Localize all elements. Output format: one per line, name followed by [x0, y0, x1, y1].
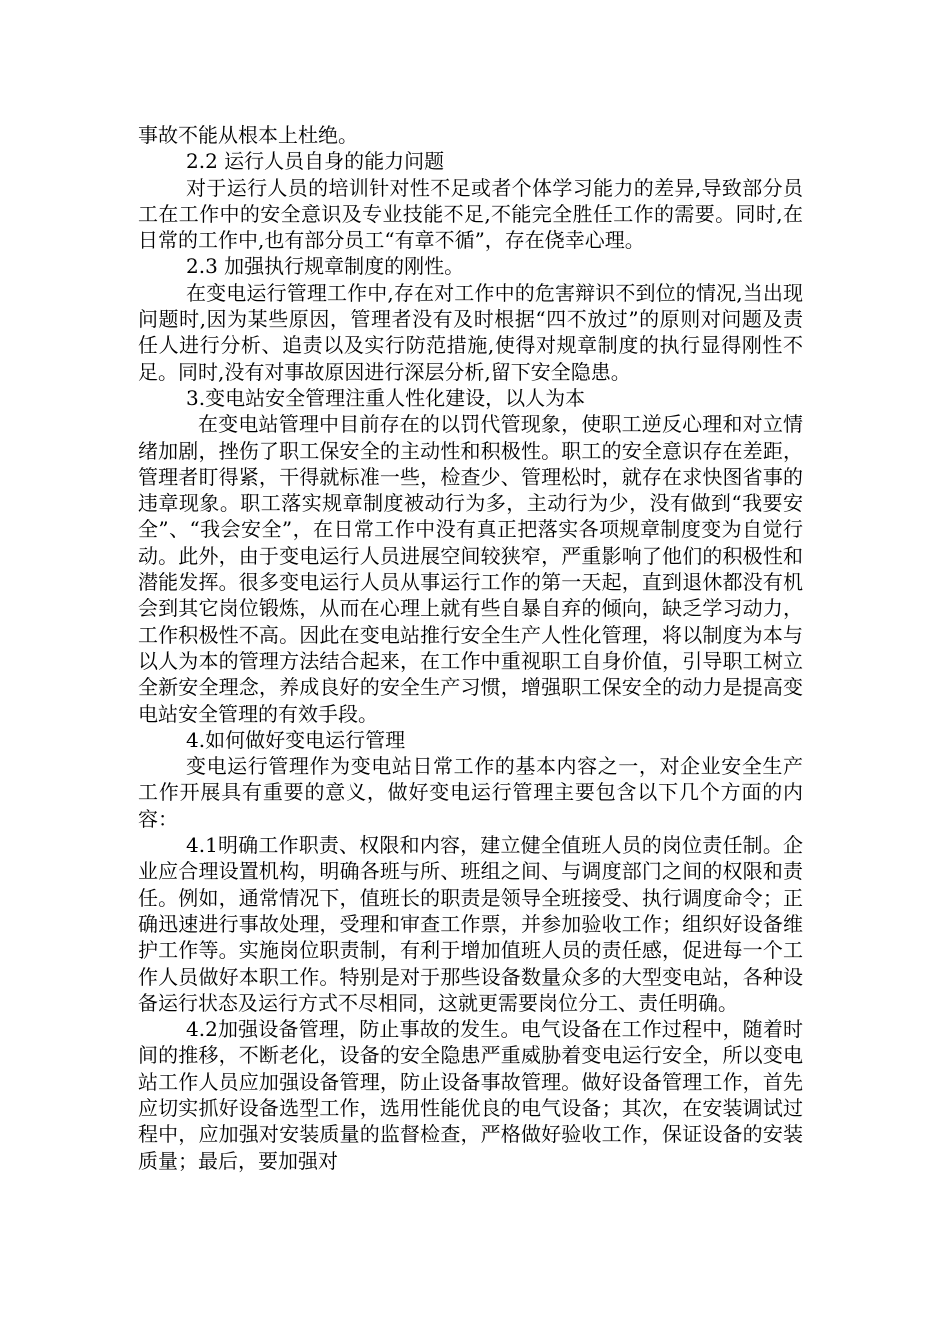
paragraph-4-2: 4.2加强设备管理，防止事故的发生。电气设备在工作过程中，随着时间的推移，不断老化，设备的安全隐患严重威胁着变电运行安全，所以变电站工作人员应加强设备管理，防止设备事故管理。做好设备管理工作，首先应切实抓好设备选型工作，选用性能优良的电气设备；其次，在安装调试过程中，应加强对安装质量的监督检查，严格做好验收工作，保证设备的安装质量；最后，要加强对 [138, 1017, 803, 1173]
document-body [138, 122, 803, 1174]
section-heading-2-2: 2.2 运行人员自身的能力问题 [186, 149, 445, 174]
paragraph-4-1: 4.1明确工作职责、权限和内容，建立健全值班人员的岗位责任制。企业应合理设置机构，明确各班与所、班组之间、与调度部门之间的权限和责任。例如，通常情况下，值班长的职责是领导全班接受、执行调度命令；正确迅速进行事故处理，受理和审查工作票，并参加验收工作；组织好设备维护工作等。实施岗位职责制，有利于增加值班人员的责任感，促进每一个工作人员做好本职工作。特别是对于那些设备数量众多的大型变电站，各种设备运行状态及运行方式不尽相同，这就更需要岗位分工、责任明确。 [138, 833, 803, 1015]
section-heading-2-3: 2.3 加强执行规章制度的刚性。 [186, 254, 465, 279]
paragraph-3-body: 在变电站管理中目前存在的以罚代管现象，使职工逆反心理和对立情绪加剧，挫伤了职工保安全的主动性和积极性。职工的安全意识存在差距，管理者盯得紧，干得就标准一些，检查少、管理松时，就存在求快图省事的违章现象。职工落实规章制度被动行为多，主动行为少，没有做到“我要安全”、“我会安全”，在日常工作中没有真正把落实各项规章制度变为自觉行动。此外，由于变电运行人员进展空间较狭窄，严重影响了他们的积极性和潜能发挥。很多变电运行人员从事运行工作的第一天起，直到退休都没有机会到其它岗位锻炼，从而在心理上就有些自暴自弃的倾向，缺乏学习动力，工作积极性不高。因此在变电站推行安全生产人性化管理，将以制度为本与以人为本的管理方法结合起来，在工作中重视职工自身价值，引导职工树立全新安全理念，养成良好的安全生产习惯，增强职工保安全的动力是提高变电站安全管理的有效手段。 [138, 412, 803, 726]
paragraph-2-2-body: 对于运行人员的培训针对性不足或者个体学习能力的差异,导致部分员工在工作中的安全意识及专业技能不足,不能完全胜任工作的需要。同时,在日常的工作中,也有部分员工“有章不循”，存在侥幸心理。 [138, 175, 803, 253]
paragraph-2-3-body: 在变电运行管理工作中,存在对工作中的危害辩识不到位的情况,当出现问题时,因为某些原因，管理者没有及时根据“四不放过”的原则对问题及责任人进行分析、追责以及实行防范措施,使得对规章制度的执行显得刚性不足。同时,没有对事故原因进行深层分析,留下安全隐患。 [138, 280, 803, 384]
paragraph-continuation: 事故不能从根本上杜绝。 [138, 123, 358, 147]
section-heading-4: 4.如何做好变电运行管理 [186, 727, 406, 752]
paragraph-4-intro: 变电运行管理作为变电站日常工作的基本内容之一，对企业安全生产工作开展具有重要的意义，做好变电运行管理主要包含以下几个方面的内容： [138, 754, 803, 831]
section-heading-3: 3.变电站安全管理注重人性化建设，以人为本 [186, 385, 586, 410]
